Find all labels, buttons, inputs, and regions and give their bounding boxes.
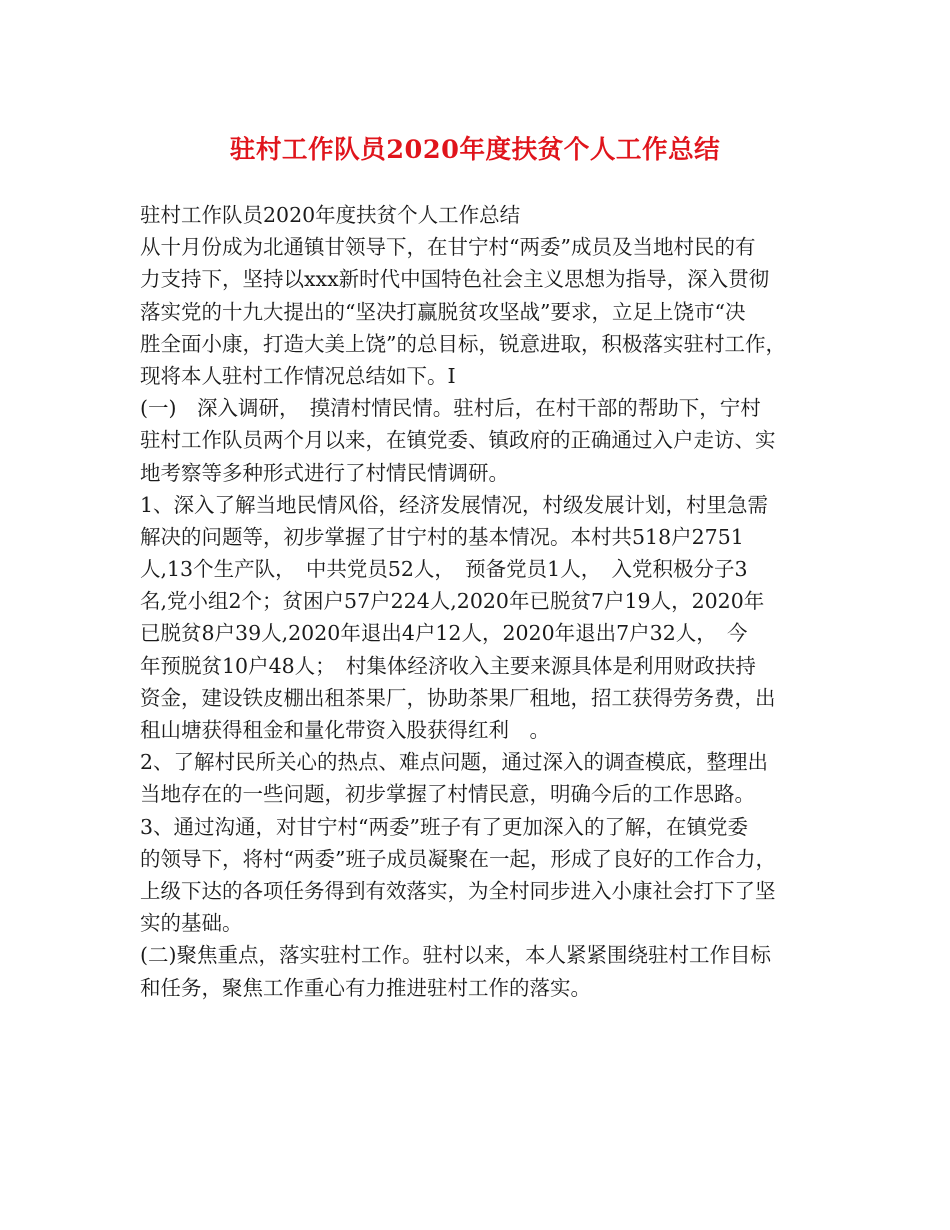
- body-line: 租山塘获得租金和量化带资入股获得红利 。: [140, 718, 550, 742]
- body-line: 已脱贫8户39人,2020年退出4户12人，2020年退出7户32人， 今: [140, 621, 748, 646]
- body-line: 驻村工作队员2020年度扶贫个人工作总结: [140, 203, 521, 227]
- body-line: 驻村工作队员两个月以来，在镇党委、镇政府的正确通过入户走访、实: [140, 428, 776, 453]
- body-line: 3、通过沟通，对甘宁村“两委”班子有了更加深入的了解，在镇党委: [140, 814, 749, 839]
- body-line: 资金，建设铁皮棚出租茶果厂，协助茶果厂租地，招工获得劳务费，出: [140, 685, 776, 710]
- body-line: 胜全面小康，打造大美上饶”的总目标，锐意进取，积极落实驻村工作，: [140, 331, 786, 356]
- document-title: 驻村工作队员2020年度扶贫个人工作总结: [229, 135, 721, 165]
- body-line: 年预脱贫10户48人； 村集体经济收入主要来源具体是利用财政扶持: [140, 653, 756, 678]
- body-line: 和任务，聚焦工作重心有力推进驻村工作的落实。: [140, 975, 591, 1000]
- body-line: 从十月份成为北通镇甘领导下，在甘宁村“两委”成员及当地村民的有: [140, 235, 756, 260]
- body-line: 当地存在的一些问题，初步掌握了村情民意，明确今后的工作思路。: [140, 782, 755, 807]
- body-line: 2、了解村民所关心的热点、难点问题，通过深入的调查模底，整理出: [140, 750, 769, 775]
- body-line: (一) 深入调研， 摸清村情民情。驻村后，在村干部的帮助下，宁村: [140, 396, 761, 421]
- body-line: 实的基础。: [140, 911, 243, 936]
- body-line: 名,党小组2个；贫困户57户224人,2020年已脱贫7户19人，2020年: [140, 589, 765, 614]
- body-line: 1、深入了解当地民情风俗，经济发展情况，村级发展计划，村里急需: [140, 492, 769, 517]
- body-line: 人,13个生产队， 中共党员52人， 预备党员1人， 入党积极分子3: [140, 557, 748, 582]
- body-line: 力支持下，坚持以xxx新时代中国特色社会主义思想为指导，深入贯彻: [140, 267, 770, 292]
- body-line: 上级下达的各项任务得到有效落实，为全村同步进入小康社会打下了坚: [140, 878, 776, 903]
- body-line: 的领导下，将村“两委”班子成员凝聚在一起，形成了良好的工作合力，: [140, 846, 776, 871]
- body-line: 地考察等多种形式进行了村情民情调研。: [140, 460, 509, 485]
- body-line: 落实党的十九大提出的“坚决打赢脱贫攻坚战”要求，立足上饶市“决: [140, 299, 746, 324]
- body-line: 解决的问题等，初步掌握了甘宁村的基本情况。本村共518户2751: [140, 524, 744, 549]
- body-line: 现将本人驻村工作情况总结如下。I: [140, 363, 456, 388]
- body-line: (二)聚焦重点，落实驻村工作。驻村以来，本人紧紧围绕驻村工作目标: [140, 943, 771, 968]
- document-body: [140, 199, 820, 1004]
